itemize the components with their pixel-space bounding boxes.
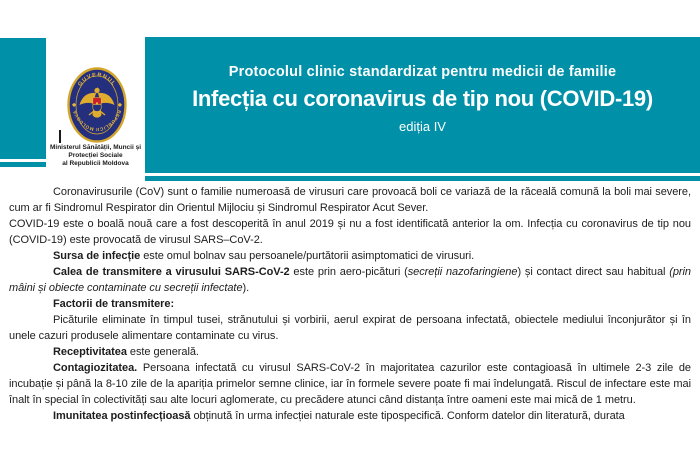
text-run-bold: Imunitatea postinfecțioasă xyxy=(53,410,191,422)
document-title: Infecția cu coronavirus de tip nou (COVID-19) xyxy=(192,86,653,111)
text-run-regular: ) și contact direct sau habitual xyxy=(517,266,670,278)
paragraph xyxy=(9,248,691,264)
text-run-regular: Persoana infectată cu virusul SARS-CoV-2 în majoritatea cazurilor este contagioasă în ultimele 2-3 zile de incubație și până la 8-10 zile de la apariția primelor semne clinice, iar în formele severe poate fi mai îndelungată. Riscul de infectare este mai înalt în special în colectivități sau alte locuri aglomerate, cu precădere atunci când distanța între oameni este mai mică de 1 metru. xyxy=(9,362,691,406)
text-run-regular: este generală. xyxy=(126,346,199,358)
text-run-regular: Picăturile eliminate în timpul tusei, strănutului și vorbirii, aerul expirat de persoana infectată, obiectele mediului înconjurător și în unele cazuri produsele alimentare contaminate cu virus. xyxy=(9,314,691,342)
text-run-italic: secreții nazofaringiene xyxy=(407,266,518,278)
text-run-bold: Calea de transmitere a virusului SARS-CoV-2 xyxy=(53,266,290,278)
text-run-regular: obținută în urma infecției naturale este tipospecifică. Conform datelor din literatură, durata xyxy=(190,410,625,422)
header-band xyxy=(145,37,700,173)
text-run-regular: este prin aero-picături ( xyxy=(289,266,408,278)
ministry-name-line: Ministerul Sănătății, Muncii și xyxy=(49,144,142,151)
paragraph xyxy=(9,344,691,360)
emblem-ring-text-top: GUVERNUL xyxy=(77,72,117,88)
ministry-logo xyxy=(46,37,145,177)
text-run-regular: COVID-19 este o boală nouă care a fost descoperită în anul 2019 și nu a fost identificată anterior la om. Infecția cu coronavirus de tip nou (COVID-19) este provocată de virusul SARS–CoV-2. xyxy=(9,218,691,246)
paragraph xyxy=(9,360,691,408)
paragraph xyxy=(9,264,691,296)
paragraph xyxy=(9,312,691,344)
ministry-name xyxy=(38,144,153,168)
text-run-bold: Contagiozitatea. xyxy=(53,362,138,374)
paragraph xyxy=(9,184,691,216)
moldova-government-emblem-icon xyxy=(67,67,127,143)
text-run-bold: Sursa de infecție xyxy=(53,250,141,262)
left-accent-bar xyxy=(0,38,46,159)
ministry-name-line: al Republicii Moldova xyxy=(62,160,129,167)
emblem-ring-text-bottom: REPUBLICII MOLDOVA xyxy=(71,109,123,133)
header-underline xyxy=(145,176,700,181)
document-body xyxy=(0,184,700,424)
paragraph xyxy=(9,408,691,424)
paragraph xyxy=(9,296,691,312)
text-run-bold: Factorii de transmitere: xyxy=(53,298,175,310)
text-run-regular: ). xyxy=(242,282,250,294)
text-run-regular: este omul bolnav sau persoanele/purtătorii asimptomatici de virusuri. xyxy=(140,250,475,262)
edition-label: ediția IV xyxy=(399,119,446,134)
ministry-name-line: Protecției Sociale xyxy=(68,152,123,159)
protocol-subtitle: Protocolul clinic standardizat pentru medicii de familie xyxy=(228,64,617,80)
logo-divider-tick xyxy=(59,130,61,143)
text-run-bold: Receptivitatea xyxy=(53,346,127,358)
paragraph xyxy=(9,216,691,248)
text-run-italic: (prin mâini și obiecte contaminate cu secreții infectate xyxy=(9,266,691,294)
text-run-regular: Coronavirusurile (CoV) sunt o familie numeroasă de virusuri care provoacă boli ce variază de la răceală comună la boli mai severe, cum ar fi Sindromul Respirator din Orientul Mijlociu și Sindromul Respirator Acut Sever. xyxy=(9,186,691,214)
